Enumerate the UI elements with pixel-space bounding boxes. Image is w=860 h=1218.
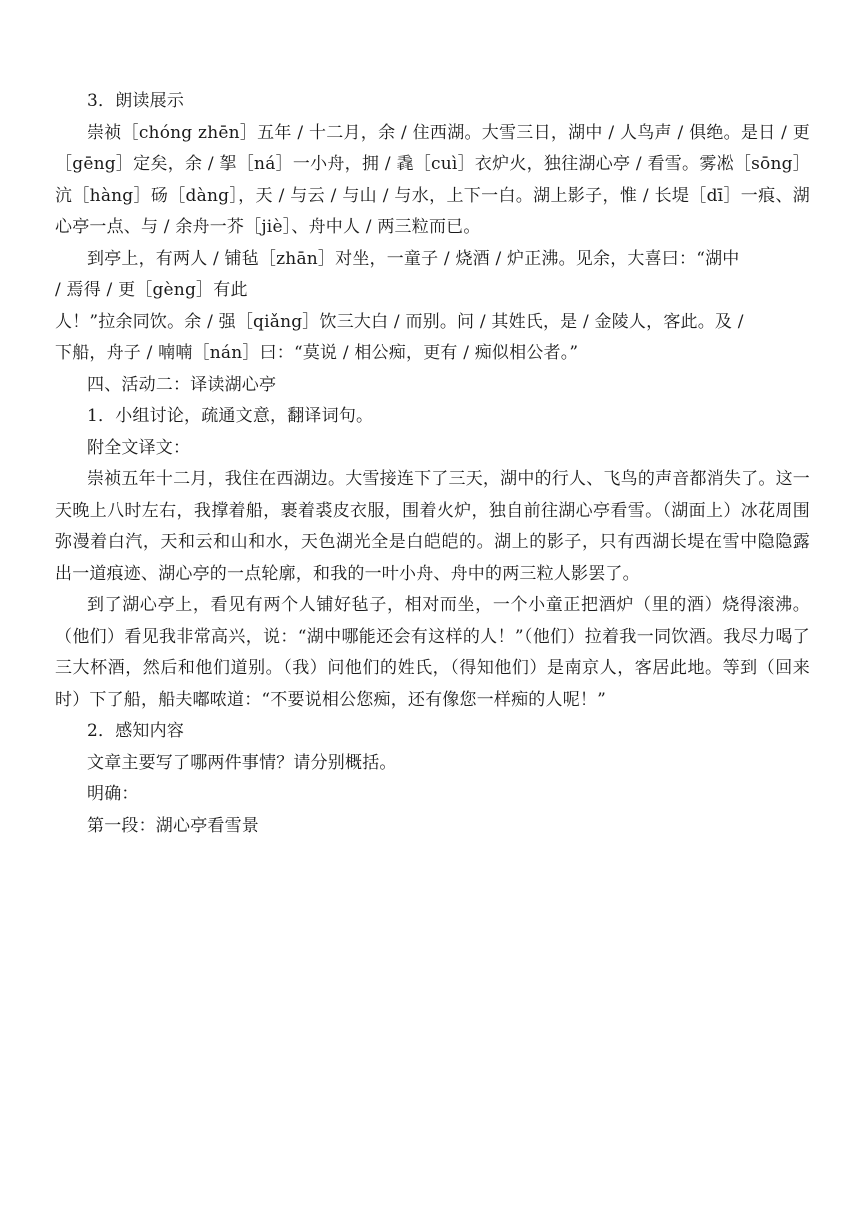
label-answer: 明确： [87,784,139,804]
translation-paragraph-1: 崇祯五年十二月，我住在西湖边。大雪接连下了三天，湖中的行人、飞鸟的声音都消失了。这一天晚上八时左右，我撑着船，裹着裘皮衣服，围着火炉，独自前往湖心亭看雪。（湖面上）冰花周围弥漫着白汽，天和云和山和水，天色湖光全是白皑皑的。湖上的影子，只有西湖长堤在雪中隐隐露出一道痕迹、湖心亭的一点轮廓，和我的一叶小舟、舟中的两三粒人影罢了。 [55,469,810,584]
heading-activity-2: 四、活动二：译读湖心亭 [87,374,277,395]
reading-paragraph-2-line-2: / 焉得 / 更［gèng］有此 [55,280,248,300]
answer-part-1: 第一段：湖心亭看雪景 [87,815,259,836]
label-full-translation: 附全文译文： [87,437,191,458]
document-body [55,86,810,842]
reading-paragraph-2-line-3: 人！”拉余同饮。余 / 强［qiǎng］饮三大白 / 而别。问 / 其姓氏，是 / 金陵人，客此。及 / [55,311,744,332]
translation-paragraph-2: 到了湖心亭上，看见有两个人铺好毡子，相对而坐，一个小童正把酒炉（里的酒）烧得滚沸。（他们）看见我非常高兴，说：“湖中哪能还会有这样的人！”（他们）拉着我一同饮酒。我尽力喝了三大杯酒，然后和他们道别。（我）问他们的姓氏，（得知他们）是南京人，客居此地。等到（回来时）下了船，船夫嘟哝道：“不要说相公您痴，还有像您一样痴的人呢！” [55,595,810,710]
question-text: 文章主要写了哪两件事情？请分别概括。 [87,752,397,773]
heading-reading-display: 3．朗读展示 [87,91,185,111]
heading-group-discussion: 1．小组讨论，疏通文意，翻译词句。 [87,406,374,426]
reading-paragraph-1: 崇祯［chóng zhēn］五年 / 十二月，余 / 住西湖。大雪三日，湖中 / 人鸟声 / 俱绝。是日 / 更［gēng］定矣，余 / 挐［ná］一小舟，拥 / 毳［cuì］衣炉火，独往湖心亭 / 看雪。雾凇［sōng］沆［hàng］砀［dàng］，天 / 与云 / 与山 / 与水，上下一白。湖上影子，惟 / 长堤［dī］一痕、湖心亭一点、与 / 余舟一芥［jiè］、舟中人 / 两三粒而已。 [55,122,811,237]
reading-paragraph-2-line-4: 下船，舟子 / 喃喃［nán］曰：“莫说 / 相公痴，更有 / 痴似相公者。” [55,343,579,363]
reading-paragraph-2-line-1: 到亭上，有两人 / 铺毡［zhān］对坐，一童子 / 烧酒 / 炉正沸。见余，大喜曰：“湖中 [87,248,740,269]
heading-perceive-content: 2．感知内容 [87,721,185,741]
